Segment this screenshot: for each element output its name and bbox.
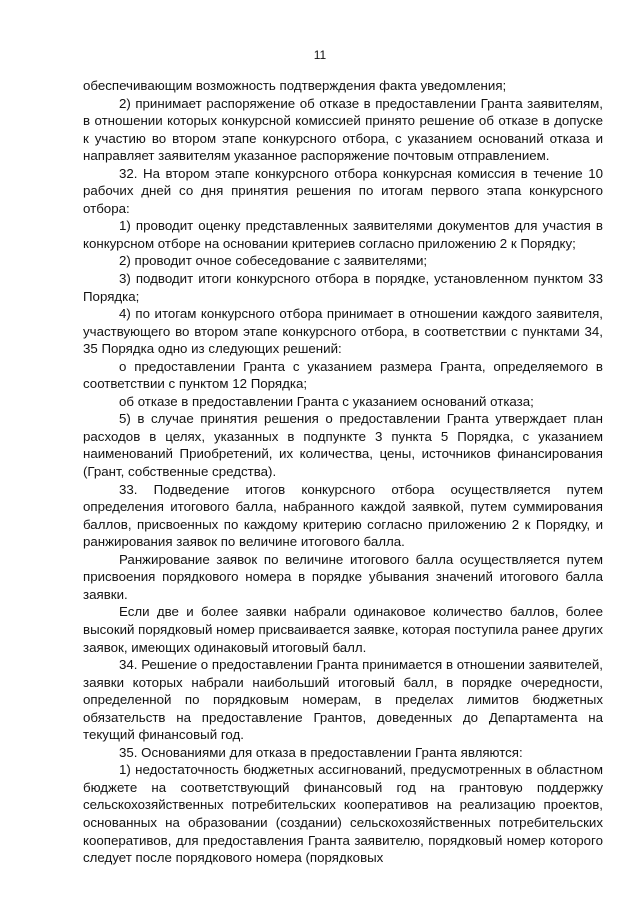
document-body (83, 77, 603, 867)
paragraph-32: 32. На втором этапе конкурсного отбора конкурсная комиссия в течение 10 рабочих дней со дня принятия решения по итогам первого этапа конкурсного отбора: (83, 165, 603, 216)
paragraph-35: 35. Основаниями для отказа в предоставлении Гранта являются: (119, 744, 523, 760)
paragraph-32-item-4-option-refusal: об отказе в предоставлении Гранта с указанием оснований отказа; (119, 393, 534, 409)
paragraph-34: 34. Решение о предоставлении Гранта принимается в отношении заявителей, заявки которых набрали наибольший итоговый балл, в порядке очередности, определенной по порядковым номерам, в пределах лимитов бюджетных обязательств на предоставление Грантов, доведенных до Департамента на текущий финансовый год. (83, 657, 603, 743)
paragraph-32-item-4: 4) по итогам конкурсного отбора принимает в отношении каждого заявителя, участвующего во втором этапе конкурсного отбора, в соответствии с пунктами 34, 35 Порядка одно из следующих решений: (83, 306, 603, 357)
paragraph-32-item-2: 2) проводит очное собеседование с заявителями; (119, 253, 428, 269)
paragraph-32-item-5: 5) в случае принятия решения о предоставлении Гранта утверждает план расходов в целях, указанных в подпункте 3 пункта 5 Порядка, с указанием наименований Приобретений, их количества, цены, источников финансирования (Грант, собственные средства). (83, 411, 603, 480)
paragraph-33-tie-rule: Если две и более заявки набрали одинаковое количество баллов, более высокий порядковый номер присваивается заявке, которая поступила ранее других заявок, имеющих одинаковый итоговый балл. (83, 604, 604, 655)
paragraph-32-item-4-option-grant: о предоставлении Гранта с указанием размера Гранта, определяемого в соответствии с пунктом 12 Порядка; (83, 358, 603, 392)
page-number: 11 (313, 48, 327, 62)
paragraph-32-item-3: 3) подводит итоги конкурсного отбора в порядке, установленном пунктом 33 Порядка; (83, 271, 603, 304)
paragraph-31-item-2: 2) принимает распоряжение об отказе в предоставлении Гранта заявителям, в отношении которых конкурсной комиссией принято решение об отказе в допуске к участию во втором этапе конкурсного отбора, с указанием оснований отказа и направляет заявителям указанное распоряжение почтовым отправлением. (83, 95, 603, 164)
paragraph-32-item-1: 1) проводит оценку представленных заявителями документов для участия в конкурсном отборе на основании критериев согласно приложению 2 к Порядку; (83, 218, 603, 251)
paragraph-continuation: обеспечивающим возможность подтверждения факта уведомления; (83, 78, 507, 93)
paragraph-35-item-1: 1) недостаточность бюджетных ассигнований, предусмотренных в областном бюджете на соответствующий финансовый год на грантовую поддержку сельскохозяйственных потребительских кооперативов на реализацию проектов, основанных на образовании (создании) сельскохозяйственных потребительских кооперативов, для предоставления Гранта заявителю, порядковый номер которого следует после порядкового номера (порядковых (83, 762, 603, 866)
paragraph-33: 33. Подведение итогов конкурсного отбора осуществляется путем определения итогового балла, набранного каждой заявкой, путем суммирования баллов, присвоенных по каждому критерию согласно приложению 2 к Порядку, и ранжирования заявок по величине итогового балла. (83, 481, 603, 550)
paragraph-33-ranking: Ранжирование заявок по величине итогового балла осуществляется путем присвоения порядкового номера в порядке убывания значений итогового балла заявки. (83, 551, 603, 602)
